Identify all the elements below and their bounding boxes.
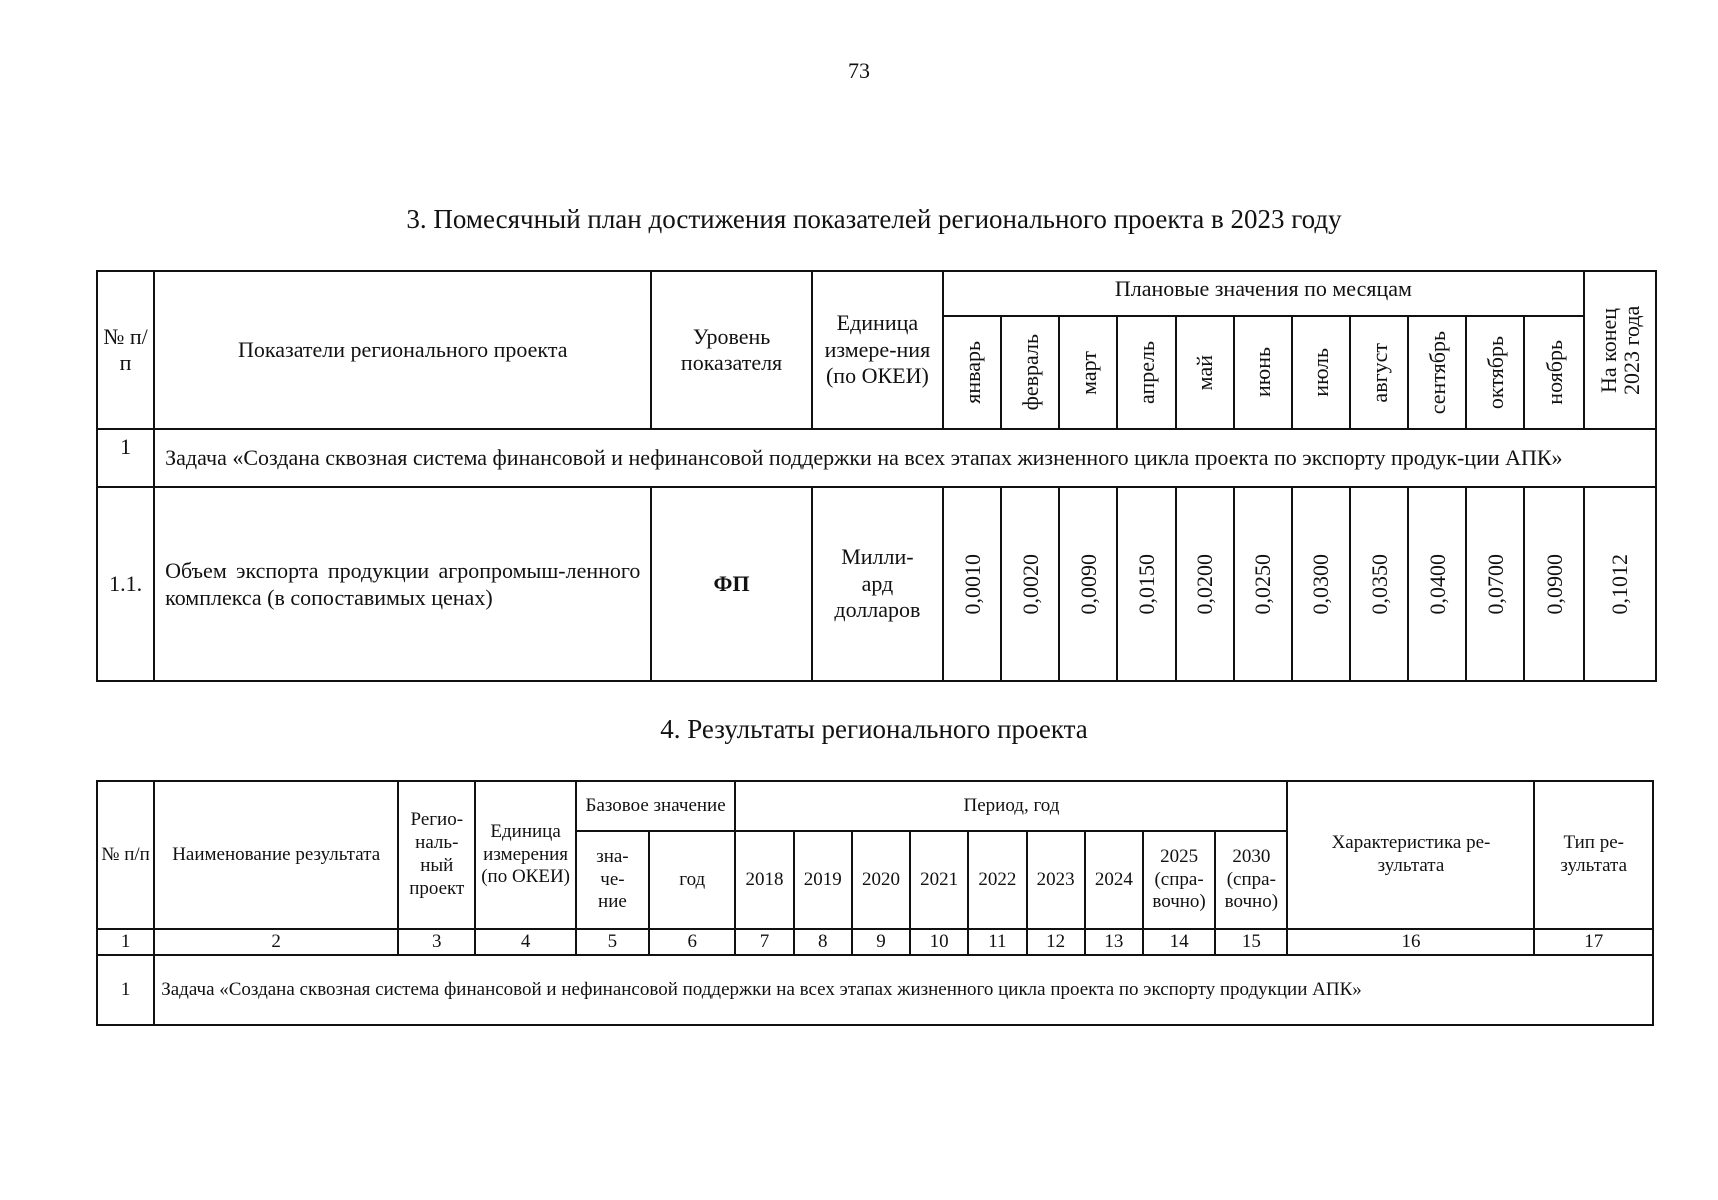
header-level: Уровень показателя (651, 271, 811, 429)
month-value: 0,0010 (943, 487, 1001, 681)
month-header: август (1350, 316, 1408, 429)
column-number: 11 (968, 929, 1026, 955)
results-table (96, 780, 1654, 1026)
monthly-plan-table (96, 270, 1657, 682)
month-header: июнь (1234, 316, 1292, 429)
month-header: январь (943, 316, 1001, 429)
results-header-characteristic: Характеристика ре-зультата (1287, 781, 1534, 929)
column-number: 1 (97, 929, 154, 955)
header-end-of-year: На конец 2023 года (1584, 271, 1656, 429)
month-header: март (1059, 316, 1117, 429)
end-of-year-value: 0,1012 (1584, 487, 1656, 681)
month-value: 0,0700 (1466, 487, 1524, 681)
results-header-year-2030: 2030 (спра-вочно) (1215, 831, 1287, 929)
column-number: 7 (735, 929, 793, 955)
task-row-text: Задача «Создана сквозная система финансовой и нефинансовой поддержки на всех этапах жизненного цикла проекта по экспорту продук-ции АПК» (154, 429, 1656, 487)
section-3-title: 3. Помесячный план достижения показателей регионального проекта в 2023 году (406, 204, 1342, 234)
column-number: 12 (1027, 929, 1085, 955)
month-value: 0,0250 (1234, 487, 1292, 681)
results-header-type: Тип ре-зультата (1534, 781, 1653, 929)
month-value: 0,0300 (1292, 487, 1350, 681)
month-value: 0,0150 (1117, 487, 1175, 681)
section-4-title: 4. Результаты регионального проекта (660, 714, 1088, 744)
results-header-base-year: год (649, 831, 735, 929)
month-header: февраль (1001, 316, 1059, 429)
page-number: 73 (848, 58, 870, 83)
month-value: 0,0020 (1001, 487, 1059, 681)
month-header: июль (1292, 316, 1350, 429)
header-num: № п/п (97, 271, 154, 429)
month-header: апрель (1117, 316, 1175, 429)
column-number: 3 (398, 929, 475, 955)
results-header-name: Наименование результата (154, 781, 398, 929)
column-number: 4 (475, 929, 575, 955)
column-number: 5 (576, 929, 649, 955)
data-row-level: ФП (651, 487, 811, 681)
month-header: октябрь (1466, 316, 1524, 429)
results-header-year: 2023 (1027, 831, 1085, 929)
results-header-regional-project: Регио-наль-ный проект (398, 781, 475, 929)
month-header: сентябрь (1408, 316, 1466, 429)
results-header-year: 2024 (1085, 831, 1143, 929)
results-header-year: 2020 (852, 831, 910, 929)
month-value: 0,0090 (1059, 487, 1117, 681)
results-header-year-2025: 2025 (спра-вочно) (1143, 831, 1215, 929)
column-number: 16 (1287, 929, 1534, 955)
header-indicator: Показатели регионального проекта (154, 271, 651, 429)
results-header-unit: Единица измерения (по ОКЕИ) (475, 781, 575, 929)
column-number: 8 (794, 929, 852, 955)
header-unit: Единица измере-ния (по ОКЕИ) (812, 271, 943, 429)
results-header-base-group: Базовое значение (576, 781, 736, 831)
results-header-year: 2021 (910, 831, 968, 929)
task-row-num: 1 (97, 429, 154, 487)
month-value: 0,0400 (1408, 487, 1466, 681)
month-header: ноябрь (1524, 316, 1583, 429)
header-monthly-group: Плановые значения по месяцам (943, 271, 1584, 316)
month-value: 0,0350 (1350, 487, 1408, 681)
column-number: 14 (1143, 929, 1215, 955)
column-number: 17 (1534, 929, 1653, 955)
column-number: 6 (649, 929, 735, 955)
data-row-num: 1.1. (97, 487, 154, 681)
month-value: 0,0900 (1524, 487, 1583, 681)
column-number: 2 (154, 929, 398, 955)
column-number: 10 (910, 929, 968, 955)
results-header-year: 2018 (735, 831, 793, 929)
column-number: 13 (1085, 929, 1143, 955)
results-header-num: № п/п (97, 781, 154, 929)
results-header-period-group: Период, год (735, 781, 1287, 831)
results-task-row-text: Задача «Создана сквозная система финансовой и нефинансовой поддержки на всех этапах жизненного цикла проекта по экспорту продукции АПК» (154, 955, 1653, 1025)
month-header: май (1176, 316, 1234, 429)
month-value: 0,0200 (1176, 487, 1234, 681)
results-header-year: 2022 (968, 831, 1026, 929)
results-task-row-num: 1 (97, 955, 154, 1025)
data-row-indicator: Объем экспорта продукции агропромыш-ленного комплекса (в сопоставимых ценах) (154, 487, 651, 681)
column-number: 15 (1215, 929, 1287, 955)
data-row-unit: Милли-ард долларов (812, 487, 943, 681)
results-header-year: 2019 (794, 831, 852, 929)
column-number: 9 (852, 929, 910, 955)
results-header-base-value: зна-че-ние (576, 831, 649, 929)
